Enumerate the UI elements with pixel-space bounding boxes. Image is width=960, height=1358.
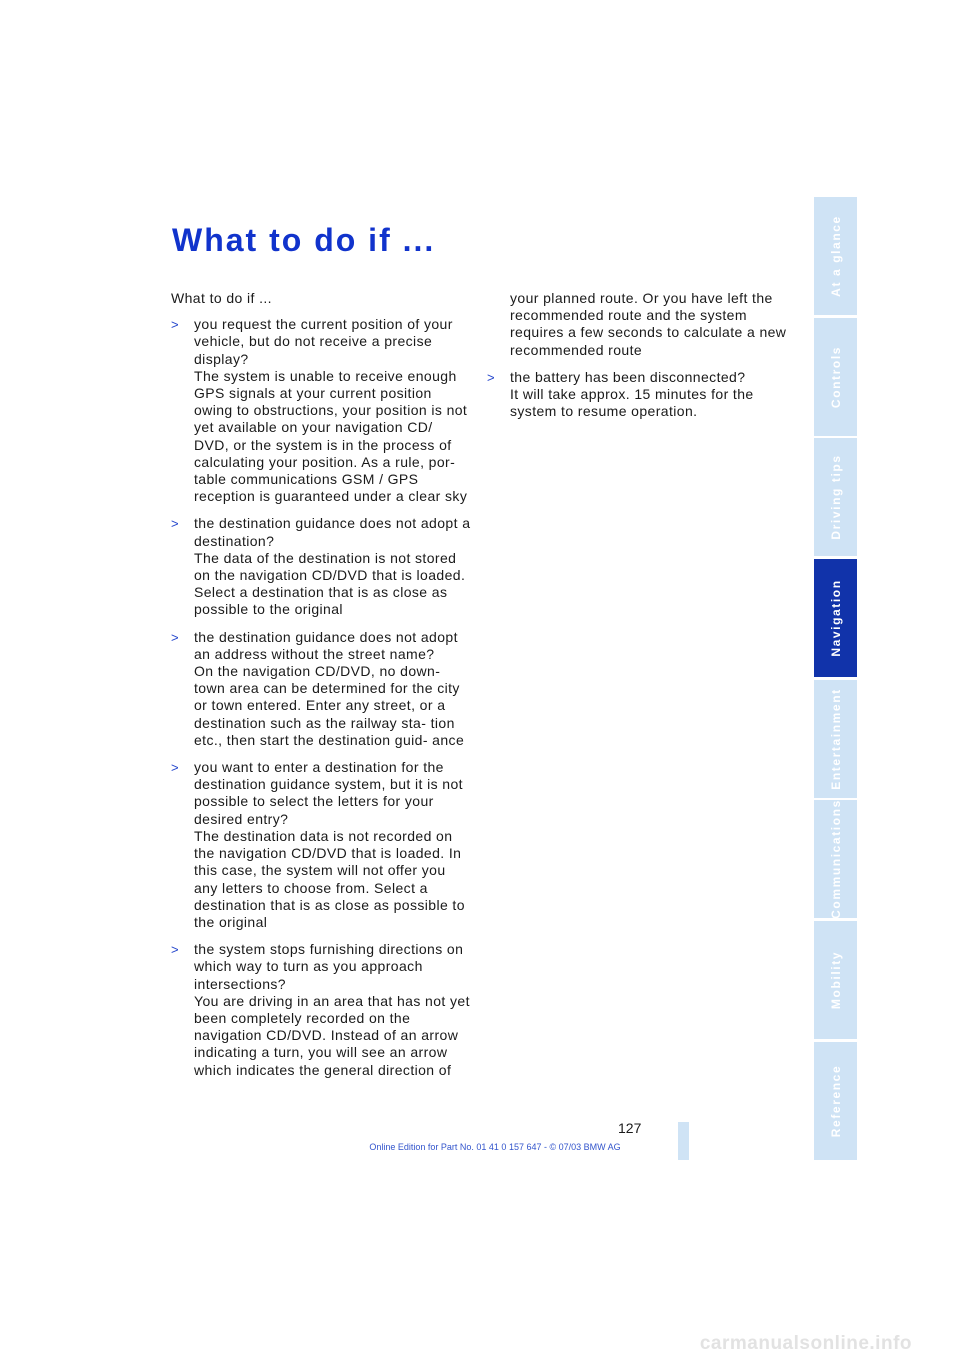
list-item	[171, 515, 471, 618]
arrow-bullet-icon: >	[171, 942, 179, 958]
right-column	[487, 290, 787, 430]
watermark: carmanualsonline.info	[699, 1333, 912, 1354]
tab-label: Navigation	[828, 579, 843, 657]
tab-label: Controls	[828, 345, 843, 408]
list-item	[171, 941, 471, 1079]
tab-label: Reference	[828, 1064, 843, 1138]
left-column	[171, 290, 471, 1089]
list-item	[171, 759, 471, 931]
footer-text: Online Edition for Part No. 01 41 0 157 647 - © 07/03 BMW AG	[369, 1142, 621, 1152]
tab-at-a-glance[interactable]	[814, 197, 857, 315]
item-question: the system stops furnishing directions on which way to turn as you approach intersections?	[194, 941, 464, 992]
arrow-bullet-icon: >	[171, 516, 179, 532]
tab-controls[interactable]	[814, 318, 857, 436]
continued-text: your planned route. Or you have left the recommended route and the system requires a few seconds to calculate a new recommended route	[510, 290, 787, 358]
tab-label: Mobility	[828, 951, 843, 1010]
item-answer: The system is unable to receive enough GPS signals at your current position owing to obstructions, your position is not yet available on your navigation CD/ DVD, or the system is in the process of calculating your position. As a rule, por- table communications GSM / GPS reception is guaranteed under a clear sky	[194, 367, 468, 505]
arrow-bullet-icon: >	[171, 629, 179, 645]
item-answer: The data of the destination is not stored on the navigation CD/DVD that is loaded. Select a destination that is as close as possible to the original	[194, 549, 466, 618]
arrow-bullet-icon: >	[171, 760, 179, 776]
section-tabs	[814, 197, 857, 1163]
tab-driving-tips[interactable]	[814, 438, 857, 556]
list-item	[171, 316, 471, 505]
list-item	[487, 369, 787, 421]
arrow-bullet-icon: >	[171, 317, 179, 333]
item-question: the battery has been disconnected?	[510, 368, 746, 385]
item-answer: It will take approx. 15 minutes for the system to resume operation.	[510, 386, 754, 420]
item-question: you want to enter a destination for the destination guidance system, but it is not possible to select the letters for your desired entry?	[194, 759, 463, 827]
tab-label: Entertainment	[828, 688, 843, 790]
item-answer: The destination data is not recorded on the navigation CD/DVD that is loaded. In this case, the system will not offer you any letters to choose from. Select a destination that is as close as possible to the original	[194, 827, 465, 930]
item-question: the destination guidance does not adopt an address without the street name?	[194, 628, 458, 662]
item-answer: You are driving in an area that has not yet been completely recorded on the navigation CD/DVD. Instead of an arrow indicating a turn, you will see an arrow which indicates the general direction of	[194, 992, 470, 1078]
arrow-bullet-icon: >	[487, 369, 495, 385]
tab-label: Communications	[828, 799, 843, 920]
page-marker-bar	[678, 1122, 689, 1160]
tab-navigation[interactable]	[814, 559, 857, 677]
page-title: What to do if ...	[172, 222, 436, 258]
tab-label: Driving tips	[828, 454, 843, 540]
tab-label: At a glance	[828, 215, 843, 297]
page-number: 127	[618, 1120, 642, 1136]
intro-text: What to do if ...	[171, 290, 272, 306]
item-question: the destination guidance does not adopt a destination?	[194, 515, 471, 549]
item-answer: On the navigation CD/DVD, no down- town area can be determined for the city or town entered. Enter any street, or a destination such as the railway sta- tion etc., then start the destination guid- ance	[194, 663, 465, 748]
tab-entertainment[interactable]	[814, 680, 857, 798]
tab-reference[interactable]	[814, 1042, 857, 1160]
tab-communications[interactable]	[814, 800, 857, 918]
list-item	[171, 629, 471, 749]
item-question: you request the current position of your vehicle, but do not receive a precise display?	[194, 316, 453, 367]
tab-mobility[interactable]	[814, 921, 857, 1039]
